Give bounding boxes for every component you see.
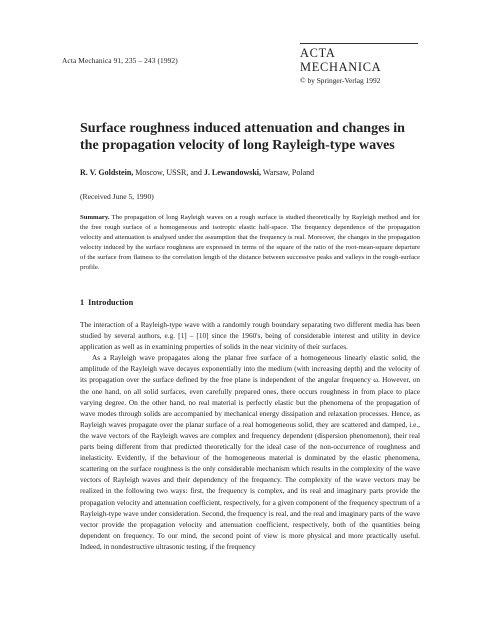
journal-copyright: © by Springer-Verlag 1992 [300,76,381,85]
section-number: 1 [80,298,85,307]
author-2: J. Lewandowski, [203,168,262,177]
body-paragraph-2: As a Rayleigh wave propagates along the planar free surface of a homogeneous linearly elastic solid, the amplitude of the Rayleigh wave decayes exponentially into the medium (with increasing depth) and the velocity of its propagation over the surface defined by the free plane is independent of the angular frequency ω. However, on the one hand, on all solid surfaces, even carefully prepared ones, there occurs roughness in from place to place varying degree. On the other hand, no real material is perfectly elastic but the phenomena of the propagation of wave modes through solids are accompanied by mechanical energy dissipation and relaxation processes. Hence, as Rayleigh waves propagate over the planar surface of a real homogeneous solid, they are scattered and damped, i.e., the wave vectors of the Rayleigh waves are complex and frequency dependent (dispersion phenomenon), their real parts being different from that predicted theoretically for the ideal case of the non-occurrence of roughness and inelasticity. Evidently, if the behaviour of the homogeneous material is dominated by the elastic phenomena, scattering on the surface roughness is the only considerable mechanism which results in the complexity of the wave vectors of Rayleigh waves and their dependency of the frequency. The complexity of the wave vectors may be realized in the following two ways: first, the frequency is complex, and its real and imaginary parts provide the propagation velocity and attenuation coefficient, respectively, for a given component of the frequency spectrum of a Rayleigh-type wave under consideration. Second, the frequency is real, and the real and imaginary parts of the wave vector provide the propagation velocity and attenuation coefficient, respectively, both of the quantities being dependent on frequency. To our mind, the second point of view is more physical and more practically useful. Indeed, in nondestructive ultrasonic testing, if the frequency [80,353,420,551]
section-heading [80,298,137,307]
body-paragraph-1: The interaction of a Rayleigh-type wave with a randomly rough boundary separating two different media has been studied by several authors, e.g. [1] – [10] since the 1960's, being of considerable interest and utility in device application as well as in examining properties of solids in the near vicinity of their surfaces. [80,320,420,352]
journal-masthead [300,43,418,85]
journal-name: ACTA MECHANICA [300,46,382,74]
section-title: Introduction [88,298,134,307]
summary-text: The propagation of long Rayleigh waves on a rough surface is studied theoretically by Rayleigh method and for the free rough surface of a homogeneous and isotropic elastic half-space. The frequency dependence of the propagation velocity and attenuation is analysed under the assumption that the frequency is real. Moreover, the changes in the propagation velocity induced by the surface roughness are expressed in terms of the square of the ratio of the root-mean-square departure of the surface from flatness to the correlation length of the distance between successive peaks and valleys in the rough-surface profile. [80,214,420,271]
author-line [80,168,425,177]
author-1: R. V. Goldstein, [80,168,134,177]
article-title: Surface roughness induced attenuation and changes in the propagation velocity of long Rayleigh-type waves [80,121,405,153]
body-text [80,319,420,552]
journal-citation: Acta Mechanica 91, 235 – 243 (1992) [62,56,178,65]
affiliation-1: Moscow, USSR, and [135,168,202,177]
affiliation-2: Warsaw, Poland [262,168,315,177]
summary [80,213,420,272]
summary-label: Summary. [80,214,110,221]
received-date: (Received June 5, 1990) [80,192,154,201]
